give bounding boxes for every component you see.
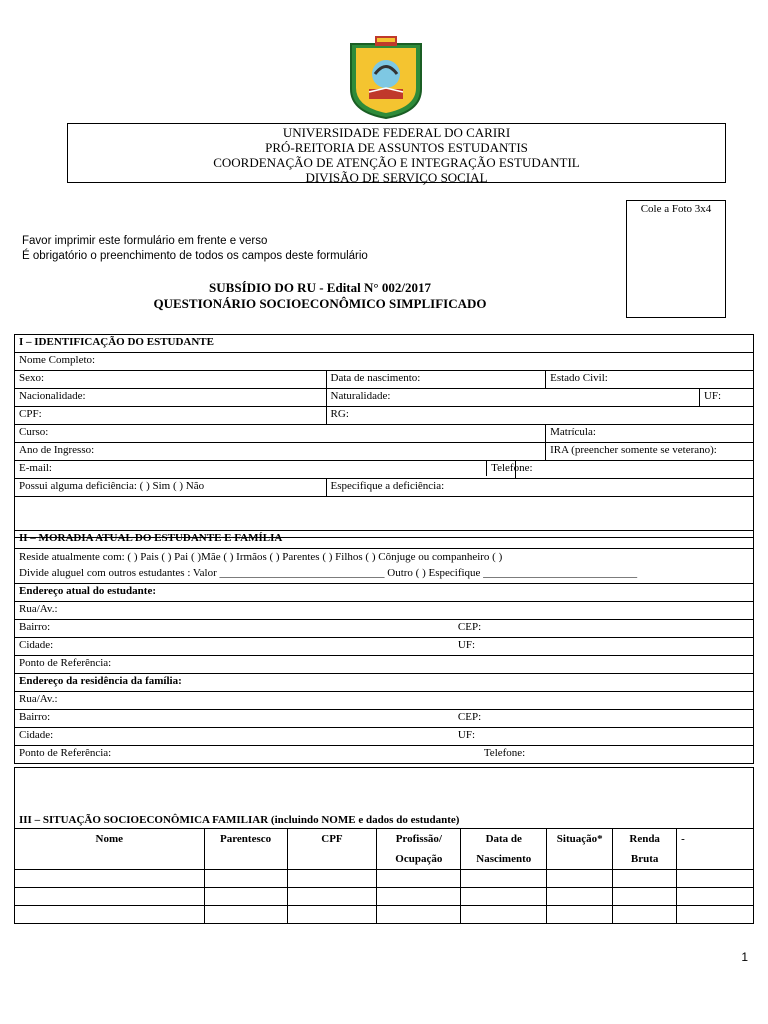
column-header — [461, 829, 547, 870]
field-student-city[interactable]: Cidade: — [15, 638, 454, 656]
field-disability-specify[interactable]: Especifique a deficiência: — [326, 479, 753, 497]
field-family-uf[interactable]: UF: — [454, 728, 754, 746]
instruction-print: Favor imprimir este formulário em frente e verso — [22, 235, 268, 247]
field-sex[interactable]: Sexo: — [15, 371, 327, 389]
column-header-line1: Renda — [629, 833, 660, 845]
field-student-cep[interactable]: CEP: — [454, 620, 754, 638]
field-birth-date[interactable]: Data de nascimento: — [326, 371, 546, 389]
division-name: DIVISÃO DE SERVIÇO SOCIAL — [305, 170, 488, 185]
family-address-heading: Endereço da residência da família: — [15, 674, 754, 692]
student-address-heading: Endereço atual do estudante: — [15, 584, 754, 602]
instruction-mandatory: É obrigatório o preenchimento de todos os campos deste formulário — [22, 250, 368, 262]
column-header-line1: Parentesco — [220, 833, 272, 845]
field-nationality[interactable]: Nacionalidade: — [15, 389, 327, 407]
column-header — [287, 829, 377, 870]
field-full-name[interactable]: Nome Completo: — [15, 353, 754, 371]
field-family-phone[interactable]: Telefone: — [484, 746, 754, 764]
field-student-reference[interactable]: Ponto de Referência: — [15, 656, 754, 674]
column-header-line1: CPF — [321, 833, 343, 845]
column-header — [15, 829, 205, 870]
field-phone-label: Telefone: — [486, 461, 532, 476]
instructions — [22, 234, 368, 264]
field-birthplace[interactable]: Naturalidade: — [326, 389, 699, 407]
field-family-street[interactable]: Rua/Av.: — [15, 692, 754, 710]
table-row[interactable] — [15, 906, 754, 924]
field-entry-year[interactable]: Ano de Ingresso: — [15, 443, 546, 461]
coordination-name: COORDENAÇÃO DE ATENÇÃO E INTEGRAÇÃO ESTUDANTIL — [213, 155, 580, 170]
shared-rent-line: Divide aluguel com outros estudantes : Valor ______________________________ Outro ( ) Especifique ____________________________ — [19, 567, 638, 579]
photo-box[interactable] — [626, 200, 726, 318]
living-with-options: Reside atualmente com: ( ) Pais ( ) Pai ( )Mãe ( ) Irmãos ( ) Parentes ( ) Filhos ( ) Cônjuge ou companheiro ( ) — [19, 551, 503, 563]
field-phone[interactable] — [491, 461, 754, 479]
section3-heading: III – SITUAÇÃO SOCIOECONÔMICA FAMILIAR (incluindo NOME e dados do estudante) — [15, 768, 754, 829]
field-ira[interactable]: IRA (preencher somente se veterano): — [546, 443, 754, 461]
field-student-uf[interactable]: UF: — [454, 638, 754, 656]
column-header — [613, 829, 677, 870]
column-header — [204, 829, 287, 870]
field-living-with[interactable] — [15, 549, 754, 584]
form-title — [0, 280, 640, 312]
field-rg[interactable]: RG: — [326, 407, 753, 425]
table-row[interactable] — [15, 870, 754, 888]
section-housing — [14, 530, 754, 764]
field-student-street[interactable]: Rua/Av.: — [15, 602, 754, 620]
column-header-line1: Nome — [95, 833, 124, 845]
field-student-district[interactable]: Bairro: — [15, 620, 454, 638]
field-course[interactable]: Curso: — [15, 425, 546, 443]
column-header-line2: Nascimento — [476, 853, 532, 865]
university-logo — [345, 34, 427, 120]
field-disability[interactable]: Possui alguma deficiência: ( ) Sim ( ) Não — [15, 479, 327, 497]
column-header — [677, 829, 754, 870]
column-header — [377, 829, 461, 870]
form-title-line2: QUESTIONÁRIO SOCIOECONÔMICO SIMPLIFICADO — [153, 296, 487, 311]
section-identification — [14, 334, 754, 538]
field-email[interactable]: E-mail: — [15, 461, 516, 479]
pro-rectorate-name: PRÓ-REITORIA DE ASSUNTOS ESTUDANTIS — [265, 140, 528, 155]
section2-heading: II – MORADIA ATUAL DO ESTUDANTE E FAMÍLIA — [15, 531, 754, 549]
institution-header — [67, 123, 726, 183]
column-header — [547, 829, 613, 870]
field-family-district[interactable]: Bairro: — [15, 710, 454, 728]
field-family-city[interactable]: Cidade: — [15, 728, 454, 746]
column-header-line2: Ocupação — [395, 853, 443, 865]
form-title-line1: SUBSÍDIO DO RU - Edital N° 002/2017 — [209, 280, 431, 295]
family-table-header — [15, 829, 754, 870]
column-header-line1: Profissão/ — [395, 833, 442, 845]
field-family-cep[interactable]: CEP: — [454, 710, 754, 728]
field-marital-status[interactable]: Estado Civil: — [546, 371, 754, 389]
photo-label: Cole a Foto 3x4 — [640, 203, 712, 215]
column-header-line1: - — [681, 833, 685, 845]
university-name: UNIVERSIDADE FEDERAL DO CARIRI — [282, 125, 511, 140]
column-header-line1: Data de — [485, 833, 522, 845]
section-family-economics — [14, 767, 754, 924]
table-row[interactable] — [15, 888, 754, 906]
page-number: 1 — [741, 950, 748, 964]
column-header-line2: Bruta — [630, 853, 659, 865]
field-cpf[interactable]: CPF: — [15, 407, 327, 425]
field-enrollment[interactable]: Matrícula: — [546, 425, 754, 443]
field-family-reference[interactable]: Ponto de Referência: — [15, 746, 484, 764]
field-uf[interactable]: UF: — [699, 389, 753, 407]
section1-heading: I – IDENTIFICAÇÃO DO ESTUDANTE — [15, 335, 754, 353]
column-header-line1: Situação* — [556, 833, 603, 845]
